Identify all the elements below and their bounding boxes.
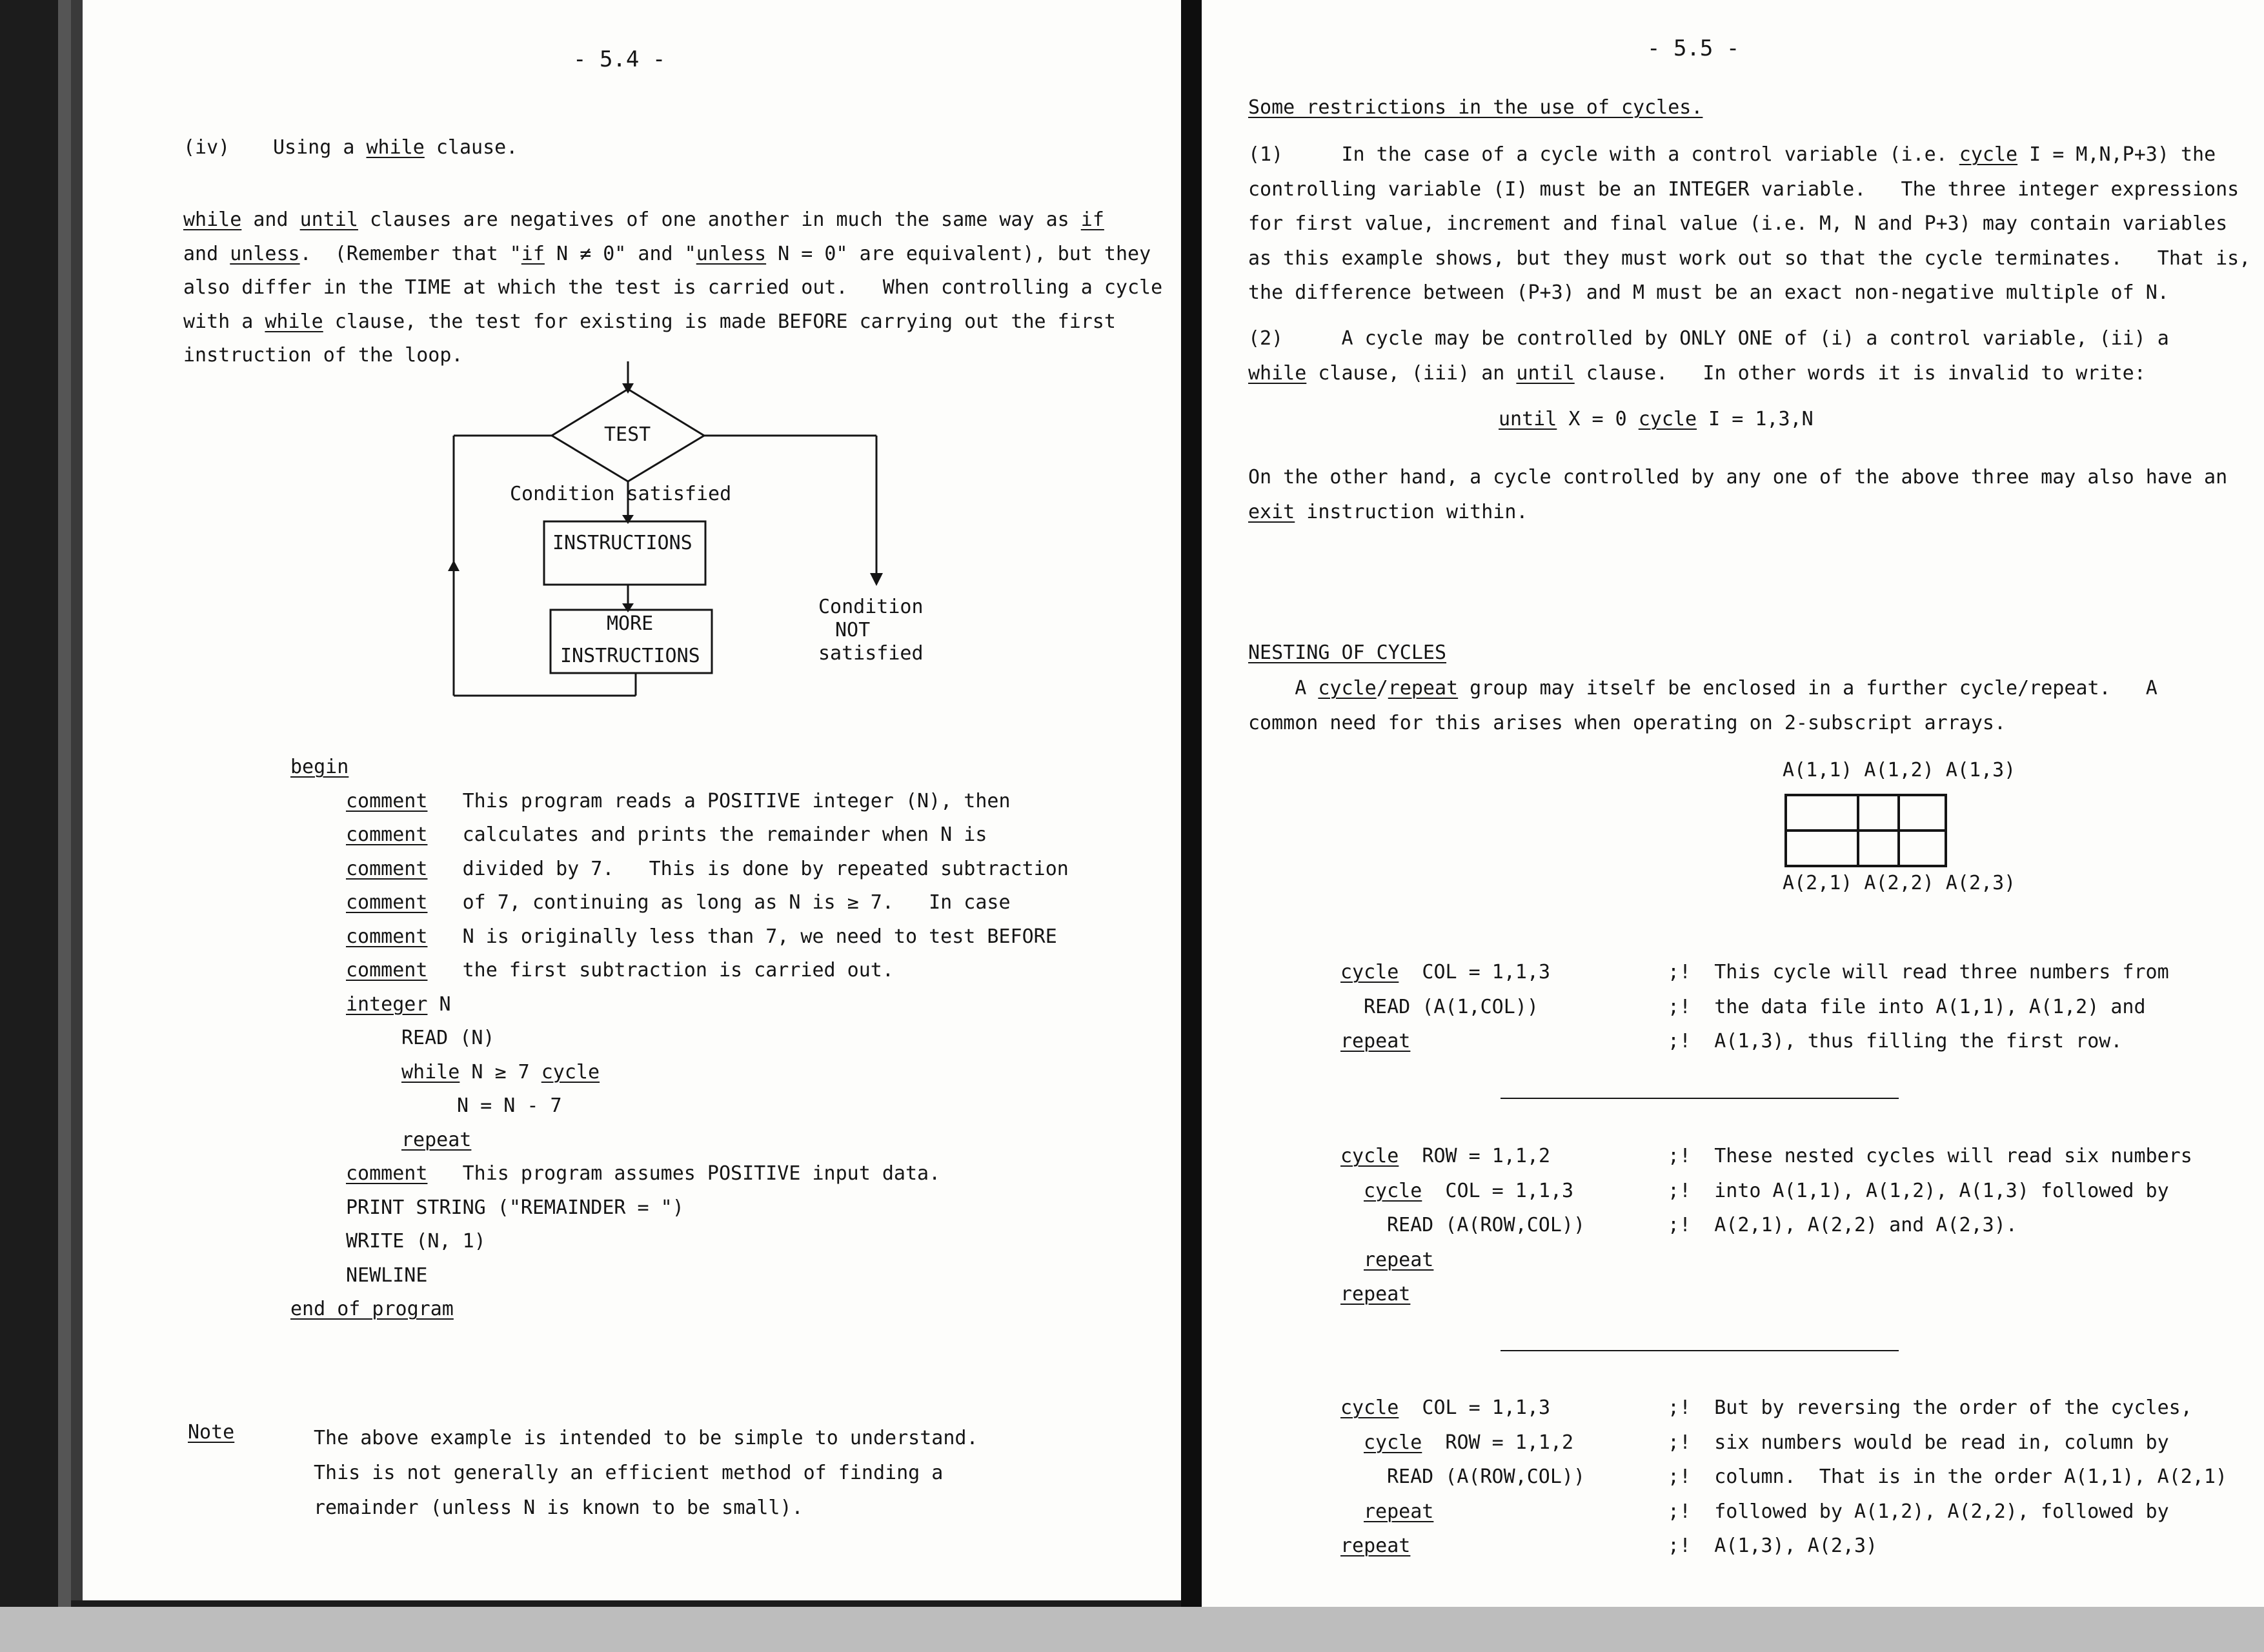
test-label: TEST: [604, 423, 651, 446]
code-line: READ (A(ROW,COL)): [1387, 1466, 1586, 1488]
code-line: until X = 0 cycle I = 1,3,N: [1499, 408, 1814, 430]
paragraph-line: On the other hand, a cycle controlled by any one of the above three may also have an: [1248, 466, 2228, 489]
paragraph-line: while and until clauses are negatives of one another in much the same way as if: [183, 208, 1104, 231]
code-line: cycle COL = 1,1,3: [1340, 961, 1551, 983]
more-instructions-label: INSTRUCTIONS: [560, 645, 700, 667]
code-line: PRINT STRING ("REMAINDER = "): [346, 1196, 684, 1219]
condition-not-label: Condition: [818, 596, 924, 618]
paragraph-line: (1) In the case of a cycle with a control variable (i.e. cycle I = M,N,P+3) the: [1248, 143, 2216, 166]
note-label: Note: [188, 1421, 235, 1444]
paragraph-line: instruction of the loop.: [183, 344, 463, 367]
instructions-label: INSTRUCTIONS: [552, 532, 692, 554]
code-line: integer N: [346, 992, 451, 1016]
paragraph-line: A cycle/repeat group may itself be enclosed in a further cycle/repeat. A: [1248, 677, 2158, 700]
code-comment: ;! This cycle will read three numbers from: [1668, 961, 2169, 983]
code-comment: ;! A(1,3), A(2,3): [1668, 1535, 1878, 1557]
note-line: remainder (unless N is known to be small).: [314, 1496, 804, 1519]
code-comment: ;! six numbers would be read in, column by: [1668, 1431, 2169, 1454]
code-line: cycle COL = 1,1,3: [1364, 1179, 1574, 1202]
right-page: [1202, 0, 2264, 1607]
paragraph-line: common need for this arises when operating on 2-subscript arrays.: [1248, 711, 2006, 734]
paragraph-line: while clause, (iii) an until clause. In other words it is invalid to write:: [1248, 361, 2146, 385]
paragraph-line: and unless. (Remember that "if N ≠ 0" and "unless N = 0" are equivalent), but they: [183, 242, 1151, 265]
arrowhead: [622, 603, 634, 612]
code-line: comment the first subtraction is carried out.: [346, 959, 894, 982]
paragraph-line: exit instruction within.: [1248, 500, 1528, 523]
code-line: WRITE (N, 1): [346, 1230, 486, 1253]
book-edge: [58, 0, 71, 1646]
code-line: repeat: [401, 1128, 472, 1151]
section-number: (iv): [183, 136, 230, 159]
arrowhead: [448, 560, 460, 571]
code-line: cycle ROW = 1,1,2: [1340, 1145, 1551, 1167]
code-line: comment N is originally less than 7, we need to test BEFORE: [346, 925, 1057, 948]
page-number: - 5.5 -: [1647, 35, 1740, 61]
code-line: READ (N): [401, 1027, 495, 1049]
code-comment: ;! column. That is in the order A(1,1), A(2,1): [1668, 1466, 2227, 1488]
paragraph-line: controlling variable (I) must be an INTEGER variable. The three integer expressions: [1248, 177, 2239, 201]
book-gutter: [1181, 0, 1202, 1646]
code-line: repeat: [1364, 1248, 1434, 1271]
code-line: READ (A(1,COL)): [1364, 995, 1539, 1018]
code-line: repeat: [1340, 1283, 1411, 1305]
note-line: The above example is intended to be simple to understand.: [314, 1427, 978, 1449]
code-line: while N ≥ 7 cycle: [401, 1060, 600, 1083]
paragraph-line: for first value, increment and final value (i.e. M, N and P+3) may contain variables: [1248, 212, 2228, 235]
code-line: repeat: [1340, 1030, 1411, 1053]
code-line: comment This program assumes POSITIVE input data.: [346, 1162, 941, 1185]
code-line: cycle ROW = 1,1,2: [1364, 1431, 1574, 1454]
left-page: [71, 0, 1193, 1600]
code-comment: ;! followed by A(1,2), A(2,2), followed by: [1668, 1500, 2169, 1523]
paragraph-line: also differ in the TIME at which the test is carried out. When controlling a cycle: [183, 276, 1163, 299]
page-number: - 5.4 -: [573, 46, 666, 72]
code-comment: ;! These nested cycles will read six numbers: [1668, 1145, 2192, 1167]
code-line: cycle COL = 1,1,3: [1340, 1396, 1551, 1419]
paragraph-line: (2) A cycle may be controlled by ONLY ONE of (i) a control variable, (ii) a: [1248, 327, 2169, 350]
condition-satisfied-label: Condition satisfied: [510, 483, 732, 505]
code-line: comment This program reads a POSITIVE integer (N), then: [346, 789, 1011, 812]
nesting-heading: NESTING OF CYCLES: [1248, 641, 1447, 664]
code-line: comment calculates and prints the remainder when N is: [346, 823, 987, 846]
arrowhead: [870, 573, 883, 586]
not-satisfied-label: satisfied: [818, 642, 924, 665]
code-line: comment divided by 7. This is done by repeated subtraction: [346, 857, 1069, 880]
code-comment: ;! A(1,3), thus filling the first row.: [1668, 1030, 2123, 1053]
array-top-labels: A(1,1) A(1,2) A(1,3): [1783, 759, 2016, 781]
arrowhead: [622, 515, 634, 524]
code-line: N = N - 7: [457, 1094, 562, 1117]
code-line: comment of 7, continuing as long as N is ≥ 7. In case: [346, 891, 1011, 914]
code-line: READ (A(ROW,COL)): [1387, 1214, 1586, 1236]
paragraph-line: with a while clause, the test for existing is made BEFORE carrying out the first: [183, 310, 1116, 333]
not-label: NOT: [835, 619, 871, 641]
code-comment: ;! A(2,1), A(2,2) and A(2,3).: [1668, 1214, 2017, 1236]
code-line: begin: [290, 756, 349, 778]
paragraph-line: as this example shows, but they must work out so that the cycle terminates. That is,: [1248, 247, 2251, 270]
restrictions-heading: Some restrictions in the use of cycles.: [1248, 96, 1703, 119]
array-bottom-labels: A(2,1) A(2,2) A(2,3): [1783, 872, 2016, 894]
more-label: MORE: [607, 612, 654, 635]
code-line: NEWLINE: [346, 1264, 428, 1287]
code-line: repeat: [1364, 1500, 1434, 1523]
section-title: Using a while clause.: [273, 136, 518, 159]
code-comment: ;! into A(1,1), A(1,2), A(1,3) followed by: [1668, 1179, 2169, 1202]
note-line: This is not generally an efficient method of finding a: [314, 1462, 944, 1484]
code-line: end of program: [290, 1298, 454, 1320]
code-line: repeat: [1340, 1535, 1411, 1557]
paragraph-line: the difference between (P+3) and M must be an exact non-negative multiple of N.: [1248, 281, 2169, 304]
array-grid: [1202, 0, 2264, 1607]
code-comment: ;! the data file into A(1,1), A(1,2) and: [1668, 995, 2146, 1018]
code-comment: ;! But by reversing the order of the cycles,: [1668, 1396, 2192, 1419]
